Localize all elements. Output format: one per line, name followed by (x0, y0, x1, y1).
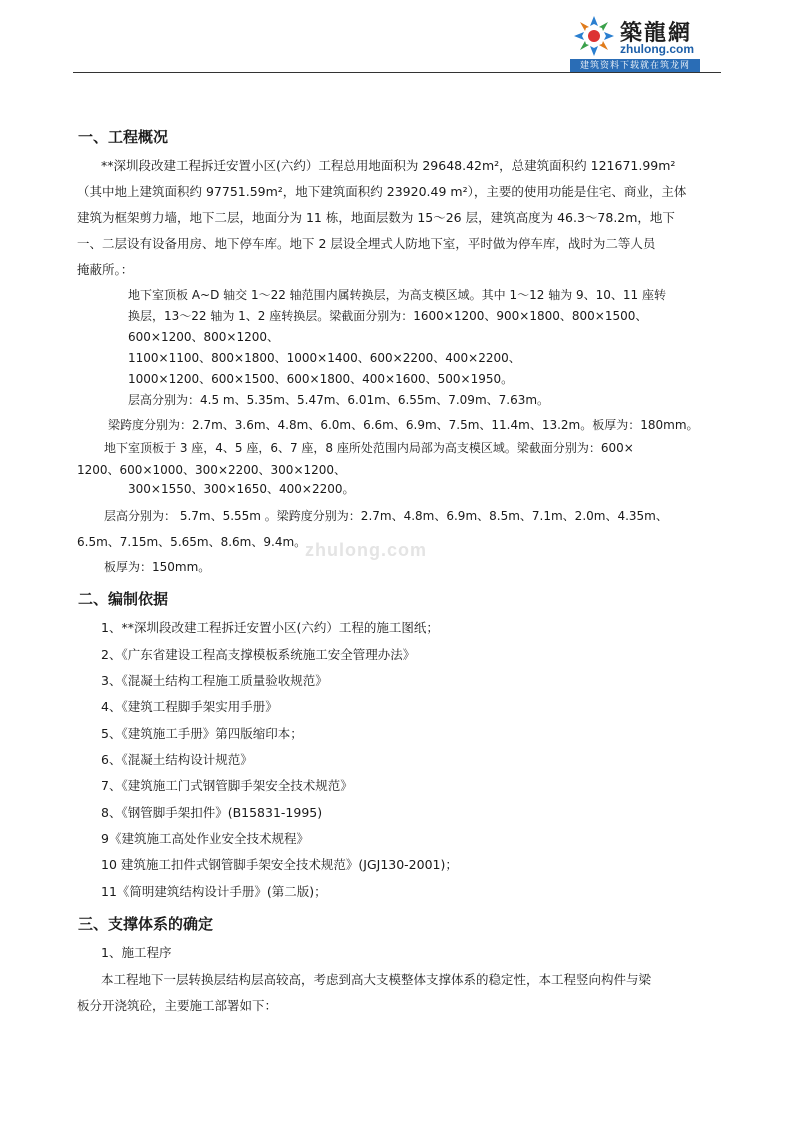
overview-line: 掩蔽所。： (77, 262, 134, 277)
overview-line: 建筑为框架剪力墙，地下二层，地面分为 11 栋，地面层数为 15～26 层，建筑高度为 46.3～78.2m，地下 (77, 210, 675, 225)
logo-chinese-name: 築龍網 (620, 20, 693, 46)
site-logo (570, 8, 702, 72)
beam-section-line: 600×1200、800×1200、 (128, 330, 279, 344)
basis-item: 7、《建筑施工门式钢管脚手架安全技术规范》 (101, 778, 353, 793)
transfer-layer-line: 地下室顶板 A~D 轴交 1～22 轴范围内属转换层，为高支模区域。其中 1～12 轴为 9、10、11 座转 (128, 288, 667, 302)
section-heading-basis: 二、编制依据 (78, 590, 169, 608)
procedure-line: 本工程地下一层转换层结构层高较高，考虑到高大支模整体支撑体系的稳定性，本工程竖向构件与梁 (101, 972, 652, 987)
subheading-construction-procedure: 1、施工程序 (101, 945, 172, 960)
floor-height-line: 层高分别为：4.5 m、5.35m、5.47m、6.01m、6.55m、7.09m、7.63m。 (128, 393, 550, 407)
basis-item: 8、《钢管脚手架扣件》(B15831-1995) (101, 805, 323, 820)
overview-line: **深圳段改建工程拆迁安置小区(六约）工程总用地面积为 29648.42m²，总建筑面积约 121671.99m² (101, 158, 676, 173)
basis-item: 10 建筑施工扣件式钢管脚手架安全技术规范》(JGJ130-2001)； (101, 857, 458, 872)
overview-line: 一、二层设有设备用房、地下停车库。地下 2 层设全埋式人防地下室，平时做为停车库，战时为二等人员 (77, 236, 656, 251)
beam-span-line: 梁跨度分别为：2.7m、3.6m、4.8m、6.0m、6.6m、6.9m、7.5m、11.4m、13.2m。板厚为：180mm。 (108, 418, 699, 432)
height-span-line: 6.5m、7.15m、5.65m、8.6m、9.4m。 (77, 535, 307, 549)
height-span-line: 层高分别为： 5.7m、5.55m 。梁跨度分别为：2.7m、4.8m、6.9m、8.5m、7.1m、2.0m、4.35m、 (104, 509, 668, 523)
local-formwork-line: 300×1550、300×1650、400×2200。 (128, 482, 355, 496)
procedure-line: 板分开浇筑砼，主要施工部署如下： (77, 998, 278, 1013)
section-heading-overview: 一、工程概况 (78, 128, 169, 146)
header-divider (73, 72, 721, 73)
overview-line: （其中地上建筑面积约 97751.59m²，地下建筑面积约 23920.49 m²），主要的使用功能是住宅、商业，主体 (77, 184, 687, 199)
transfer-layer-line: 换层，13～22 轴为 1、2 座转换层。梁截面分别为：1600×1200、900×1800、800×1500、 (128, 309, 648, 323)
basis-item: 3、《混凝土结构工程施工质量验收规范》 (101, 673, 328, 688)
watermark: zhulong.com (305, 540, 427, 560)
logo-slogan: 建筑资料下载就在筑龙网 (570, 59, 700, 73)
local-formwork-line: 地下室顶板于 3 座，4、5 座，6、7 座，8 座所处范围内局部为高支模区域。梁截面分别为：600× (104, 441, 634, 455)
section-heading-support-system: 三、支撑体系的确定 (78, 915, 214, 933)
beam-section-line: 1100×1100、800×1800、1000×1400、600×2200、400×2200、 (128, 351, 521, 365)
snowflake-logo-icon (572, 14, 616, 58)
basis-item: 2、《广东省建设工程高支撑模板系统施工安全管理办法》 (101, 647, 416, 662)
beam-section-line: 1000×1200、600×1500、600×1800、400×1600、500×1950。 (128, 372, 514, 386)
basis-item: 4、《建筑工程脚手架实用手册》 (101, 699, 278, 714)
logo-domain: zhulong.com (620, 42, 694, 56)
basis-item: 1、**深圳段改建工程拆迁安置小区(六约）工程的施工图纸； (101, 620, 439, 635)
basis-item: 6、《混凝土结构设计规范》 (101, 752, 253, 767)
basis-item: 9《建筑施工高处作业安全技术规程》 (101, 831, 309, 846)
local-formwork-line: 1200、600×1000、300×2200、300×1200、 (77, 463, 347, 477)
basis-item: 11《简明建筑结构设计手册》(第二版)； (101, 884, 327, 899)
basis-item: 5、《建筑施工手册》第四版缩印本； (101, 726, 303, 741)
slab-thickness-line: 板厚为：150mm。 (104, 560, 211, 574)
